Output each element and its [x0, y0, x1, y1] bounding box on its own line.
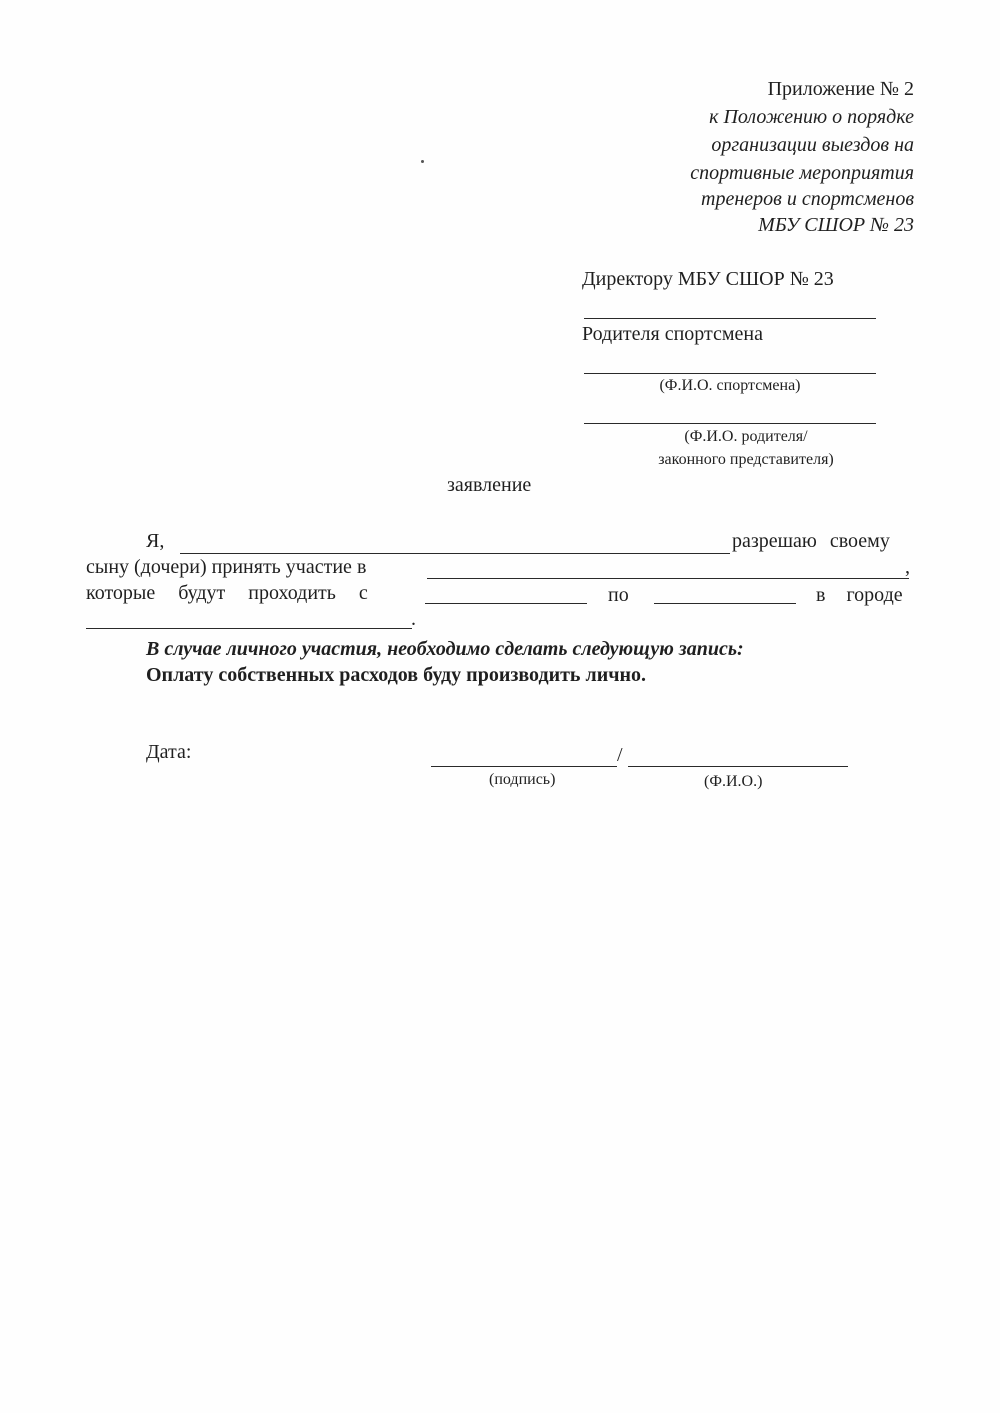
appendix-line: к Положению о порядке: [709, 106, 914, 128]
body-line3-start: которые будут проходить с: [86, 582, 368, 604]
start-date-line: [425, 603, 587, 604]
signer-name-line: [628, 766, 848, 767]
parent-name-hint-2: законного представителя): [658, 451, 834, 468]
document-title: заявление: [447, 474, 532, 496]
body-line2-end: ,: [905, 556, 910, 578]
parent-name-hint-1: (Ф.И.О. родителя/: [684, 428, 808, 445]
signature-hint: (подпись): [489, 771, 556, 788]
signer-name-hint: (Ф.И.О.): [704, 773, 763, 790]
event-name-line: [427, 578, 909, 579]
addressee-parent-of: Родителя спортсмена: [582, 323, 764, 345]
signature-line: [431, 766, 617, 767]
addressee-name-line: [584, 318, 876, 319]
body-line3-mid: по: [608, 584, 629, 606]
body-line2-start: сыну (дочери) принять участие в: [86, 556, 367, 578]
note-bold: Оплату собственных расходов буду производить лично.: [146, 664, 647, 686]
body-line4-end: .: [411, 608, 416, 630]
body-line1-start: Я,: [146, 530, 165, 552]
appendix-title: Приложение № 2: [767, 78, 914, 100]
appendix-line: спортивные мероприятия: [690, 162, 914, 184]
athlete-name-line: [584, 373, 876, 374]
athlete-name-hint: (Ф.И.О. спортсмена): [659, 377, 801, 394]
applicant-name-line: [180, 553, 730, 554]
appendix-line: тренеров и спортсменов: [701, 188, 914, 210]
date-label: Дата:: [146, 741, 192, 763]
addressee-director: Директору МБУ СШОР № 23: [582, 268, 834, 290]
scan-speck: [421, 160, 424, 163]
end-date-line: [654, 603, 796, 604]
parent-name-line: [584, 423, 876, 424]
body-line3-end: в городе: [816, 584, 903, 606]
signature-separator: /: [617, 744, 623, 766]
body-line1-end: разрешаю своему: [732, 530, 890, 552]
note-italic: В случае личного участия, необходимо сделать следующую запись:: [146, 638, 744, 660]
appendix-line: организации выездов на: [711, 134, 914, 156]
appendix-line: МБУ СШОР № 23: [758, 214, 914, 236]
city-line: [86, 628, 412, 629]
